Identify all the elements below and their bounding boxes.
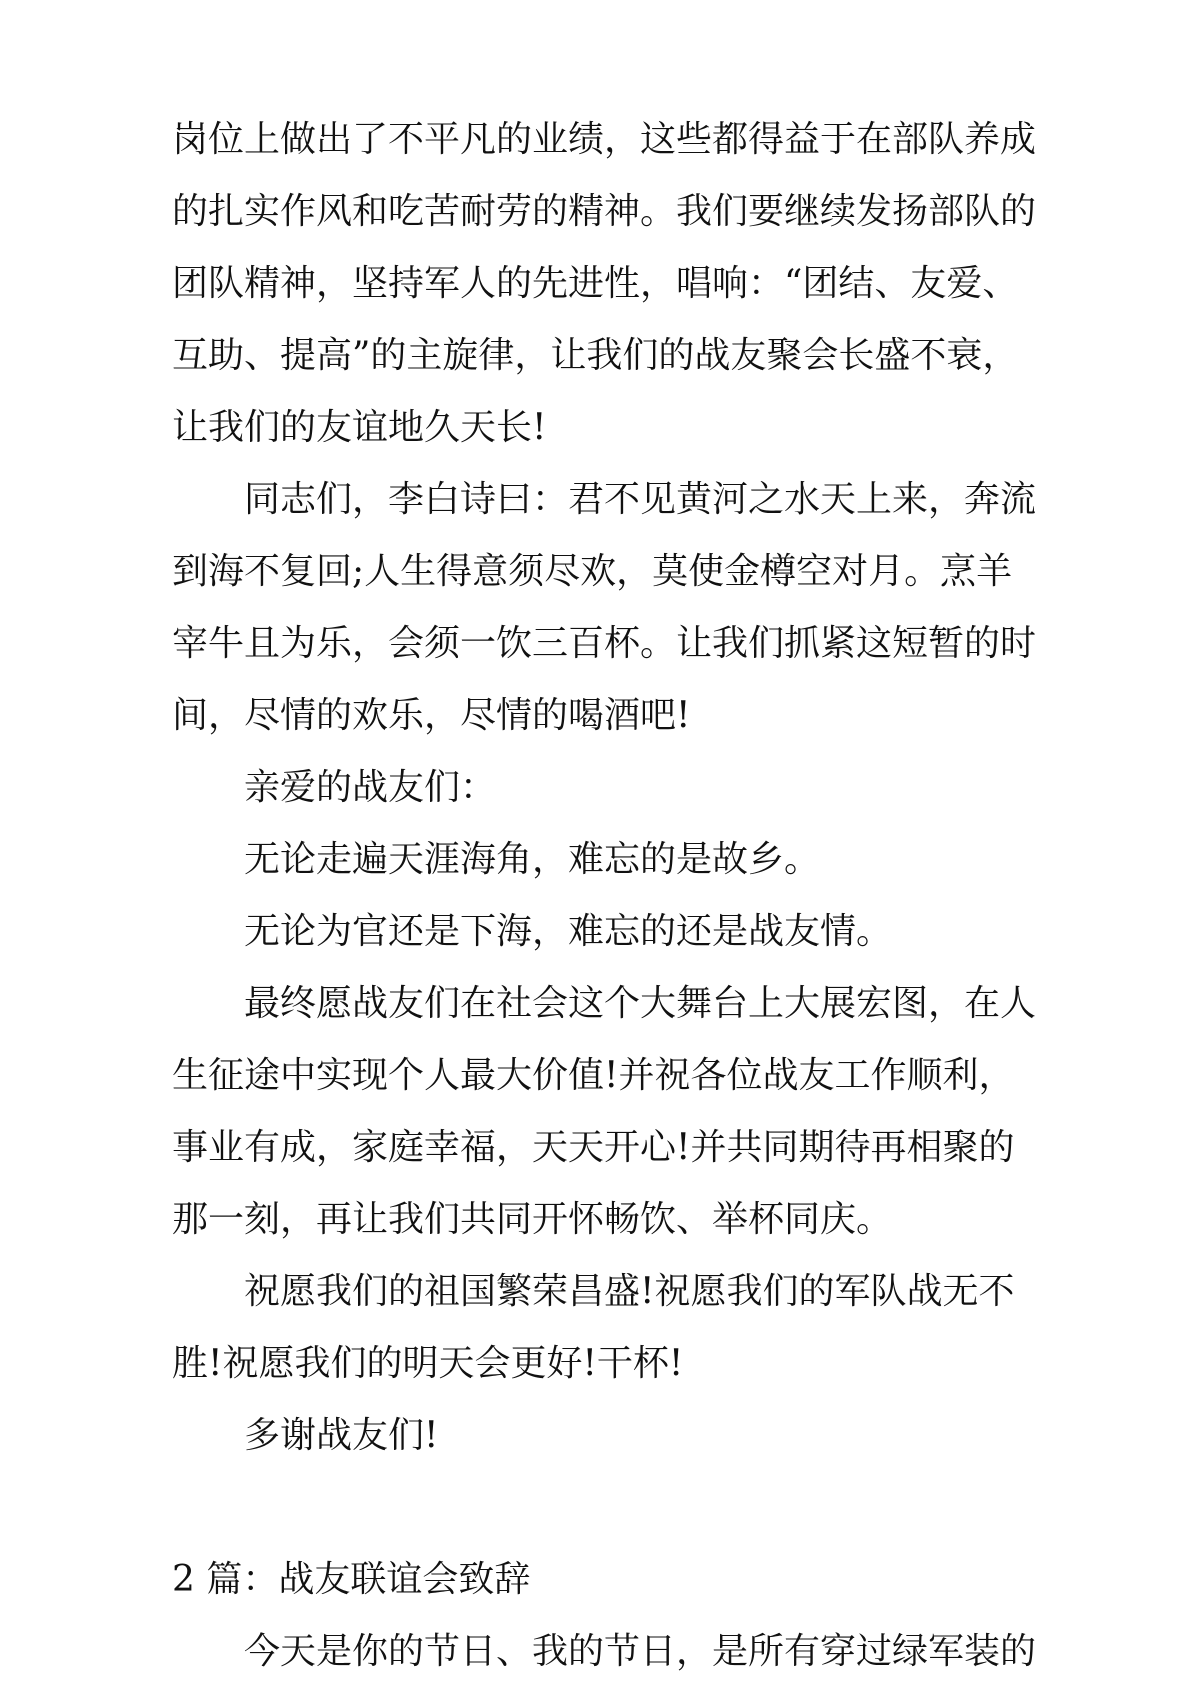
paragraph-line: 祝愿我们的祖国繁荣昌盛!祝愿我们的军队战无不 <box>244 1271 1015 1312</box>
paragraph-line: 间，尽情的欢乐，尽情的喝酒吧! <box>172 695 691 736</box>
paragraph-line: 互助、提高”的主旋律，让我们的战友聚会长盛不衰， <box>172 335 1019 376</box>
paragraph-line: 事业有成，家庭幸福，天天开心!并共同期待再相聚的 <box>172 1127 1015 1168</box>
paragraph-line: 亲爱的战友们： <box>244 767 497 808</box>
paragraph-line: 到海不复回;人生得意须尽欢，莫使金樽空对月。烹羊 <box>172 551 1013 592</box>
paragraph-line: 团队精神，坚持军人的先进性，唱响：“团结、友爱、 <box>172 263 1019 304</box>
paragraph-line: 生征途中实现个人最大价值!并祝各位战友工作顺利， <box>172 1055 1015 1096</box>
paragraph-line: 让我们的友谊地久天长! <box>172 407 547 448</box>
paragraph-line: 那一刻，再让我们共同开怀畅饮、举杯同庆。 <box>172 1199 893 1240</box>
paragraph-line: 无论走遍天涯海角，难忘的是故乡。 <box>244 839 821 880</box>
paragraph-line: 最终愿战友们在社会这个大舞台上大展宏图，在人 <box>244 983 1037 1024</box>
paragraph-line: 多谢战友们! <box>244 1415 439 1456</box>
paragraph-line: 今天是你的节日、我的节日，是所有穿过绿军装的 <box>244 1631 1037 1672</box>
paragraph-line: 同志们，李白诗曰：君不见黄河之水天上来，奔流 <box>244 479 1037 520</box>
paragraph-line: 宰牛且为乐，会须一饮三百杯。让我们抓紧这短暂的时 <box>172 623 1037 664</box>
paragraph-line: 岗位上做出了不平凡的业绩，这些都得益于在部队养成 <box>172 119 1037 160</box>
paragraph-line: 无论为官还是下海，难忘的还是战友情。 <box>244 911 893 952</box>
paragraph-line: 的扎实作风和吃苦耐劳的精神。我们要继续发扬部队的 <box>172 191 1037 232</box>
section-heading: 2 篇：战友联谊会致辞 <box>172 1559 531 1600</box>
paragraph-line: 胜!祝愿我们的明天会更好!干杯! <box>172 1343 684 1384</box>
